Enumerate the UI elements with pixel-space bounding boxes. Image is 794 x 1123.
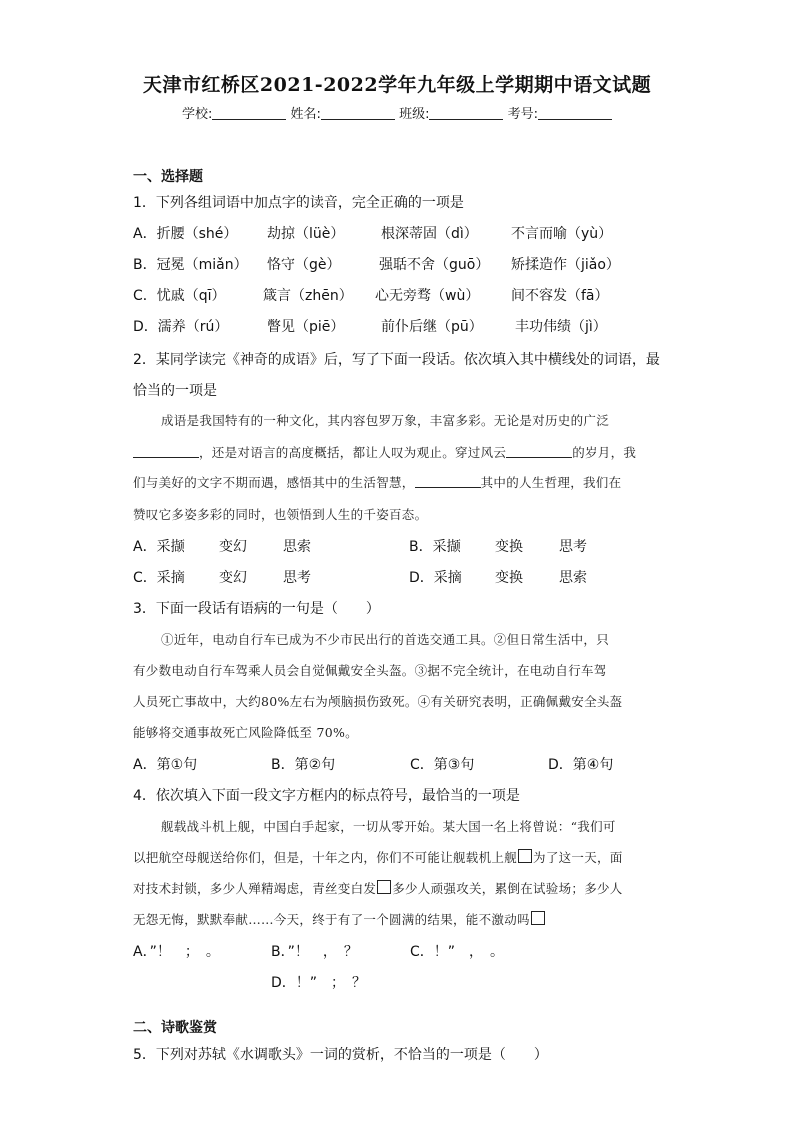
q3-passage-line: ①近年，电动自行车已成为不少市民出行的首选交通工具。②但日常生活中，只 xyxy=(161,632,610,647)
section-heading-poetry: 二、诗歌鉴赏 xyxy=(133,1020,217,1036)
q4-option-c[interactable]: C．！” ， 。 xyxy=(410,944,505,960)
q4-passage-line: 舰载战斗机上舰，中国白手起家，一切从零开始。某大国一名上将曾说：“我们可 xyxy=(161,819,616,834)
q2-blank-3[interactable] xyxy=(415,475,481,488)
question-2-stem: 2．某同学读完《神奇的成语》后，写了下面一段话。依次填入其中横线处的词语，最 xyxy=(133,352,660,368)
q2-passage-text: 的岁月，我 xyxy=(572,445,637,460)
q1-option-b-word: 强聒不舍（guō） xyxy=(379,257,490,273)
q2-blank-2[interactable] xyxy=(506,445,572,458)
class-label: 班级: xyxy=(399,107,430,122)
q2-passage-text: 们与美好的文字不期而遇，感悟其中的生活智慧， xyxy=(133,475,415,490)
q1-option-a-word: 不言而喻（yù） xyxy=(511,226,613,242)
q1-option-b[interactable]: B．冠冕（miǎn） xyxy=(133,257,248,273)
q2-option-a-word: 变幻 xyxy=(219,539,247,555)
q4-passage-text: 以把航空母舰送给你们，但是，十年之内，你们不可能让舰载机上舰 xyxy=(133,850,518,865)
q3-option-b[interactable]: B．第②句 xyxy=(271,757,336,773)
q3-option-c[interactable]: C．第③句 xyxy=(410,757,475,773)
question-5-stem: 5．下列对苏轼《水调歌头》一词的赏析，不恰当的一项是（ ） xyxy=(133,1047,548,1063)
q4-passage-text: 对技术封锁，多少人殚精竭虑，青丝变白发 xyxy=(133,881,377,896)
q3-passage-line: 有少数电动自行车驾乘人员会自觉佩戴安全头盔。③据不完全统计，在电动自行车驾 xyxy=(133,663,607,678)
q2-blank-1[interactable] xyxy=(133,445,199,458)
q3-passage-line: 能够将交通事故死亡风险降低至 70%。 xyxy=(133,725,358,740)
q4-passage-line xyxy=(133,848,623,866)
q4-passage-text: 无怨无悔，默默奉献……今天，终于有了一个圆满的结果，能不激动吗 xyxy=(133,912,530,927)
q1-option-b-word: 恪守（gè） xyxy=(267,257,341,273)
q1-option-d-word: 前仆后继（pū） xyxy=(381,319,483,335)
punctuation-box-3[interactable] xyxy=(531,911,545,925)
student-info-line xyxy=(0,103,794,122)
q2-passage-line xyxy=(133,473,621,491)
name-label: 姓名: xyxy=(290,107,321,122)
q3-option-a[interactable]: A．第①句 xyxy=(133,757,198,773)
number-field[interactable] xyxy=(538,105,612,120)
q2-option-c-word: 思考 xyxy=(283,570,311,586)
q2-option-a-word: 思索 xyxy=(283,539,311,555)
q3-passage-line: 人员死亡事故中，大约80%左右为颅脑损伤致死。④有关研究表明，正确佩戴安全头盔 xyxy=(133,694,623,709)
section-heading-choice: 一、选择题 xyxy=(133,169,203,185)
q4-option-a[interactable]: A．”！ ； 。 xyxy=(133,944,220,960)
q2-passage-line: 赞叹它多姿多彩的同时，也领悟到人生的千姿百态。 xyxy=(133,507,428,522)
q1-option-c-word: 心无旁骛（wù） xyxy=(375,288,480,304)
q1-option-b-word: 矫揉造作（jiǎo） xyxy=(511,257,620,273)
question-1-stem: 1．下列各组词语中加点字的读音，完全正确的一项是 xyxy=(133,195,464,211)
q4-passage-line xyxy=(133,879,623,897)
q2-passage-line: 成语是我国特有的一种文化，其内容包罗万象，丰富多彩。无论是对历史的广泛 xyxy=(161,413,610,428)
q2-option-b[interactable]: B．采撷 xyxy=(409,539,461,555)
school-field[interactable] xyxy=(212,105,286,120)
q1-option-d-word: 瞥见（piē） xyxy=(267,319,345,335)
class-field[interactable] xyxy=(429,105,503,120)
q4-passage-text: 多少人顽强攻关，累倒在试验场；多少人 xyxy=(392,881,623,896)
q2-option-d-word: 思索 xyxy=(559,570,587,586)
question-2-stem-cont: 恰当的一项是 xyxy=(133,383,217,399)
q4-option-b[interactable]: B．”！ ， ？ xyxy=(271,944,358,960)
q1-option-d[interactable]: D．濡养（rú） xyxy=(133,319,229,335)
name-field[interactable] xyxy=(321,105,395,120)
school-label: 学校: xyxy=(182,107,213,122)
question-4-stem: 4．依次填入下面一段文字方框内的标点符号，最恰当的一项是 xyxy=(133,788,520,804)
q2-option-a[interactable]: A．采撷 xyxy=(133,539,185,555)
q3-option-d[interactable]: D．第④句 xyxy=(548,757,614,773)
number-label: 考号: xyxy=(507,107,538,122)
q2-option-b-word: 变换 xyxy=(495,539,523,555)
q2-passage-text: ，还是对语言的高度概括，都让人叹为观止。穿过风云 xyxy=(199,445,507,460)
q2-option-c-word: 变幻 xyxy=(219,570,247,586)
q2-option-b-word: 思考 xyxy=(559,539,587,555)
q1-option-a[interactable]: A．折腰（shé） xyxy=(133,226,238,242)
q4-passage-line xyxy=(133,910,546,928)
q1-option-a-word: 劫掠（lüè） xyxy=(267,226,345,242)
punctuation-box-2[interactable] xyxy=(377,880,391,894)
page-title: 天津市红桥区2021-2022学年九年级上学期期中语文试题 xyxy=(142,74,652,96)
q1-option-d-word: 丰功伟绩（jì） xyxy=(515,319,607,335)
q2-passage-line xyxy=(133,443,636,461)
q1-option-c-word: 间不容发（fā） xyxy=(511,288,609,304)
q2-option-d-word: 变换 xyxy=(495,570,523,586)
q1-option-c[interactable]: C．忧戚（qī） xyxy=(133,288,226,304)
q4-option-d[interactable]: D．！” ； ？ xyxy=(271,975,367,991)
q2-option-d[interactable]: D．采摘 xyxy=(409,570,462,586)
q1-option-a-word: 根深蒂固（dì） xyxy=(381,226,478,242)
q1-option-c-word: 箴言（zhēn） xyxy=(263,288,353,304)
q4-passage-text: 为了这一天，面 xyxy=(533,850,623,865)
q2-passage-text: 其中的人生哲理，我们在 xyxy=(480,475,622,490)
question-3-stem: 3．下面一段话有语病的一句是（ ） xyxy=(133,601,380,617)
punctuation-box-1[interactable] xyxy=(518,849,532,863)
q2-option-c[interactable]: C．采摘 xyxy=(133,570,185,586)
